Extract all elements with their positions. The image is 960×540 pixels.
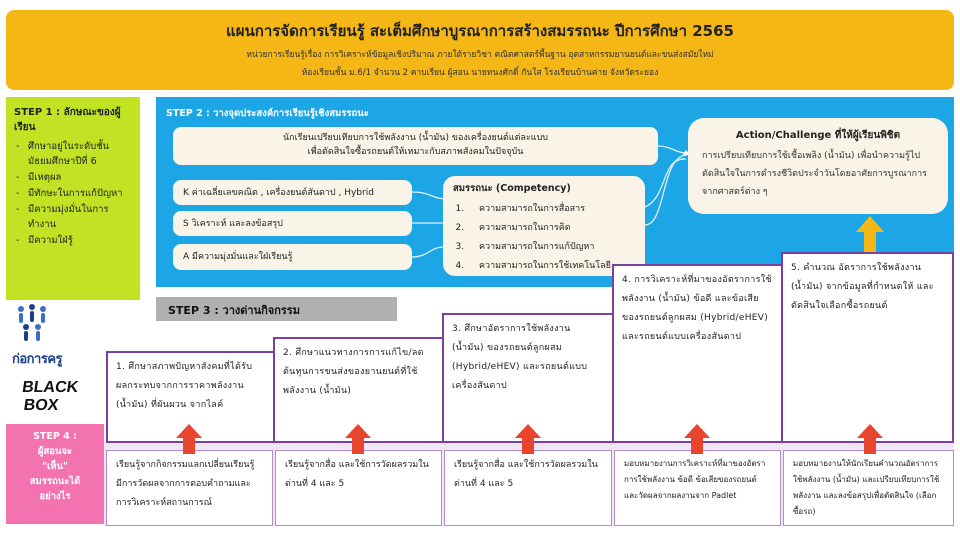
up-arrow-yellow-icon: [856, 216, 884, 252]
competency-connector-1: [645, 155, 686, 225]
objective-line2: เพื่อตัดสินใจซื้อรถยนต์ให้เหมาะกับสภาพสังคมในปัจจุบัน: [307, 147, 524, 157]
page-title: แผนการจัดการเรียนรู้ สะเต็มศึกษาบูรณาการสร้างสมรรถนะ ปีการศึกษา 2565: [226, 22, 734, 40]
svg-text:BLACK: BLACK: [22, 378, 80, 396]
activity-2: 2. ศึกษาแนวทางการการแก้ไข/ลดต้นทุนการขนส่งของยานยนต์ที่ใช้พลังงาน (น้ำมัน): [273, 337, 444, 443]
up-arrow-icon: [345, 424, 371, 454]
step1-item: - มีทักษะในการแก้ปัญหา: [14, 186, 132, 201]
up-arrow-icon: [515, 424, 541, 454]
header-subtitle-unit: หน่วยการเรียนรู้เรื่อง การวิเคราะห์ข้อมูลเชิงปริมาณ ภายใต้รายวิชา คณิตศาสตร์พื้นฐาน อุตสาหกรรมยานยนต์และขนส่งสมัยใหม่: [246, 50, 714, 60]
activity-3: 3. ศึกษาอัตราการใช้พลังงาน (น้ำมัน) ของรถยนต์ลูกผสม (Hybrid/eHEV) และรถยนต์แบบเครื่องสันดาป: [442, 313, 614, 443]
competency-list: [453, 200, 635, 276]
activity-1: 1. ศึกษาสภาพปัญหาสังคมที่ได้รับผลกระทบจากการราคาพลังงาน (น้ำมัน) ที่ผันผวน จากไลค์: [106, 351, 275, 443]
objective-connector: [658, 146, 686, 153]
objective-box: [173, 127, 658, 165]
competency-title: สมรรถนะ (Competency): [453, 183, 571, 194]
competency-box: [443, 176, 645, 276]
assessment-3: เรียนรู้จากสื่อ และใช้การวัดผลรวมในด่านที่ 4 และ 5: [444, 450, 612, 526]
up-arrow-icon: [684, 424, 710, 454]
activity-5: 5. คำนวณ อัตราการใช้พลังงาน (น้ำมัน) จากข้อมูลที่กำหนดให้ และตัดสินใจเลือกซื้อรถยนต์: [781, 252, 954, 443]
blackbox-logo: [22, 375, 102, 415]
assessment-4: มอบหมายงานการวิเคราะห์ที่มาของอัตราการใช้พลังงาน ข้อดี ข้อเสียของรถยนต์ และวัดผลจากผลงานจาก Padlet: [614, 450, 781, 526]
step4-line: "เห็น": [42, 461, 68, 472]
assessment-5: มอบหมายงานให้นักเรียนคำนวณอัตราการใช้พลังงาน (น้ำมัน) และเปรียบเทียบการใช้พลังงาน และลงข้อสรุปเพื่อตัดสินใจ (เลือกซื้อรถ): [783, 450, 954, 526]
svg-text:BOX: BOX: [22, 396, 60, 414]
up-arrow-icon: [857, 424, 883, 454]
step1-title: STEP 1 : ลักษณะของผู้เรียน: [14, 107, 121, 133]
up-arrow-icon: [176, 424, 202, 454]
attitude-box: A มีความมุ่งมั่นและใฝ่เรียนรู้: [173, 244, 412, 270]
skill-box: S วิเคราะห์ และลงข้อสรุป: [173, 211, 412, 236]
assessment-2: เรียนรู้จากสื่อ และใช้การวัดผลรวมในด่านที่ 4 และ 5: [275, 450, 442, 526]
action-title: Action/Challenge ที่ให้ผู้เรียนพิชิต: [735, 130, 901, 141]
competency-item: 2. ความสามารถในการคิด: [467, 219, 635, 238]
action-challenge-box: [688, 118, 948, 214]
objective-line1: นักเรียนเปรียบเทียบการใช้พลังงาน (น้ำมัน) ของเครื่องยนต์แต่ละแบบ: [282, 133, 549, 143]
a-connector: [412, 247, 443, 257]
assessment-1: เรียนรู้จากกิจกรรมแลกเปลี่ยนเรียนรู้ มีการวัดผลจากการตอบคำถามและการวิเคราะห์สถานการณ์: [106, 450, 273, 526]
header-banner: [6, 10, 954, 90]
action-text: การเปรียบเทียบการใช้เชื้อเพลิง (น้ำมัน) เพื่อนำความรู้ไปตัดสินใจในการดำรงชีวิตประจำวันโดยอาศัยการบูรณาการจากศาสตร์ต่าง ๆ: [702, 151, 927, 197]
step4-line: อย่างไร: [39, 491, 71, 502]
step1-item: - มีความใฝ่รู้: [14, 233, 132, 248]
knowledge-box: K ค่าเฉลี่ยเลขคณิต , เครื่องยนต์สันดาป , Hybrid: [173, 180, 412, 205]
step1-item: - มีความมุ่งมั่นในการทำงาน: [14, 202, 132, 232]
people-icon: [12, 303, 52, 347]
step1-list: [14, 139, 132, 248]
competency-item: 3. ความสามารถในการแก้ปัญหา: [467, 238, 635, 257]
header-subtitle-class: ห้องเรียนชั้น ม.6/1 จำนวน 2 คาบเรียน ผู้สอน นายทนงศักดิ์ กันใส โรงเรียนบ้านค่าย จังหวัดระยอง: [301, 68, 659, 78]
step4-line: ผู้สอนจะ: [37, 446, 73, 457]
competency-item: 4. ความสามารถในการใช้เทคโนโลยี: [467, 257, 635, 276]
blackbox-logo-mark: [22, 375, 102, 415]
step4-line: สมรรถนะได้: [29, 476, 81, 487]
kokarnkru-logo-text: ก่อการครู: [12, 352, 63, 367]
competency-item: 1. ความสามารถในการสื่อสาร: [467, 200, 635, 219]
step1-item: - ศึกษาอยู่ในระดับชั้นมัธยมศึกษาปีที่ 6: [14, 139, 132, 169]
step2-title: STEP 2 : วางจุดประสงค์การเรียนรู้เชิงสมรรถนะ: [166, 108, 369, 119]
step3-title: STEP 3 : วางด่านกิจกรรม: [156, 297, 397, 321]
step4-label: [6, 424, 104, 524]
step1-learner-box: [6, 97, 140, 300]
step1-item: - มีเหตุผล: [14, 170, 132, 185]
step4-line: STEP 4 :: [33, 431, 77, 442]
activity-4: 4. การวิเคราะห์ที่มาของอัตราการใช้พลังงาน (น้ำมัน) ข้อดี และข้อเสียของรถยนต์ลูกผสม (Hybrid/eHEV) และรถยนต์แบบเครื่องสันดาป: [612, 264, 783, 443]
kokarnkru-logo: [12, 303, 102, 373]
